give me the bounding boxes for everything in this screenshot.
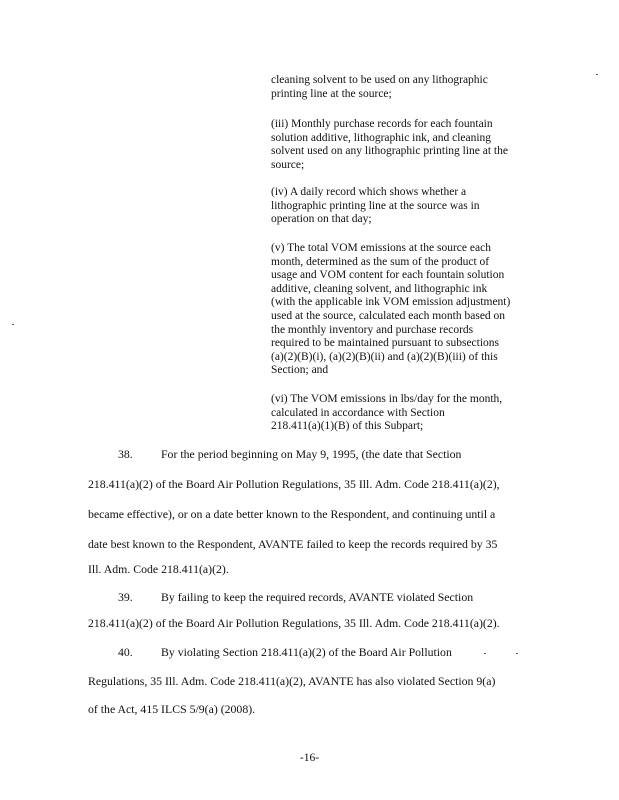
- paragraph-38-line: Ill. Adm. Code 218.411(a)(2).: [88, 562, 229, 576]
- text-line: operation on that day;: [271, 213, 372, 226]
- text-line: lithographic printing line at the source was in: [271, 199, 480, 212]
- paragraph-38-line: became effective), or on a date better known to the Respondent, and continuing until a: [88, 507, 496, 521]
- paragraph-40-line: Regulations, 35 Ill. Adm. Code 218.411(a)(2), AVANTE has also violated Section 9(a): [88, 674, 496, 688]
- text-line: (iv) A daily record which shows whether a: [271, 186, 467, 198]
- paragraph-40-number: 40.: [118, 645, 133, 659]
- paragraph-38-line: date best known to the Respondent, AVANTE failed to keep the records required by 35: [88, 537, 498, 551]
- text-line: Section; and: [271, 364, 329, 377]
- subsection-iv: [271, 186, 531, 227]
- text-line: (vi) The VOM emissions in lbs/day for the month,: [271, 393, 503, 405]
- subsection-vi: [271, 393, 531, 434]
- text-line: (with the applicable ink VOM emission adjustment): [271, 296, 511, 309]
- text-line: calculated in accordance with Section: [271, 406, 445, 419]
- text-line: (a)(2)(B)(i), (a)(2)(B)(ii) and (a)(2)(B)(iii) of this: [271, 350, 498, 363]
- scan-speck: [484, 653, 486, 654]
- paragraph-38-line: For the period beginning on May 9, 1995, (the date that Section: [161, 447, 462, 461]
- paragraph-38-line: 218.411(a)(2) of the Board Air Pollution Regulations, 35 Ill. Adm. Code 218.411(a)(2),: [88, 477, 500, 491]
- text-line: (iii) Monthly purchase records for each fountain: [271, 118, 493, 130]
- paragraph-39-line: By failing to keep the required records, AVANTE violated Section: [161, 590, 474, 604]
- text-line: required to be maintained pursuant to subsections: [271, 337, 500, 350]
- text-line: printing line at the source;: [271, 87, 392, 100]
- text-line: month, determined as the sum of the product of: [271, 255, 490, 268]
- text-line: used at the source, calculated each month based on: [271, 309, 506, 322]
- text-line: cleaning solvent to be used on any lithographic: [271, 74, 488, 86]
- text-line: usage and VOM content for each fountain solution: [271, 269, 505, 282]
- subsection-v: [271, 242, 531, 378]
- text-line: (v) The total VOM emissions at the source each: [271, 242, 491, 254]
- paragraph-40-line: of the Act, 415 ILCS 5/9(a) (2008).: [88, 702, 256, 716]
- paragraph-38-number: 38.: [118, 447, 133, 461]
- text-line: solvent used on any lithographic printing line at the: [271, 145, 508, 158]
- subsection-iii: [271, 118, 531, 172]
- scan-speck: [516, 653, 518, 654]
- subsection-ii-continuation: [271, 74, 531, 101]
- text-line: 218.411(a)(1)(B) of this Subpart;: [271, 420, 424, 433]
- paragraph-39-number: 39.: [118, 590, 133, 604]
- text-line: solution additive, lithographic ink, and cleaning: [271, 131, 492, 144]
- page-number: -16-: [299, 752, 320, 764]
- scan-speck: [12, 324, 14, 325]
- paragraph-40-line: By violating Section 218.411(a)(2) of the Board Air Pollution: [161, 645, 452, 659]
- text-line: additive, cleaning solvent, and lithographic ink: [271, 282, 488, 295]
- paragraph-39-line: 218.411(a)(2) of the Board Air Pollution Regulations, 35 Ill. Adm. Code 218.411(a)(2).: [88, 616, 500, 630]
- text-line: source;: [271, 158, 305, 171]
- scan-speck: [596, 74, 598, 75]
- text-line: the monthly inventory and purchase records: [271, 323, 474, 336]
